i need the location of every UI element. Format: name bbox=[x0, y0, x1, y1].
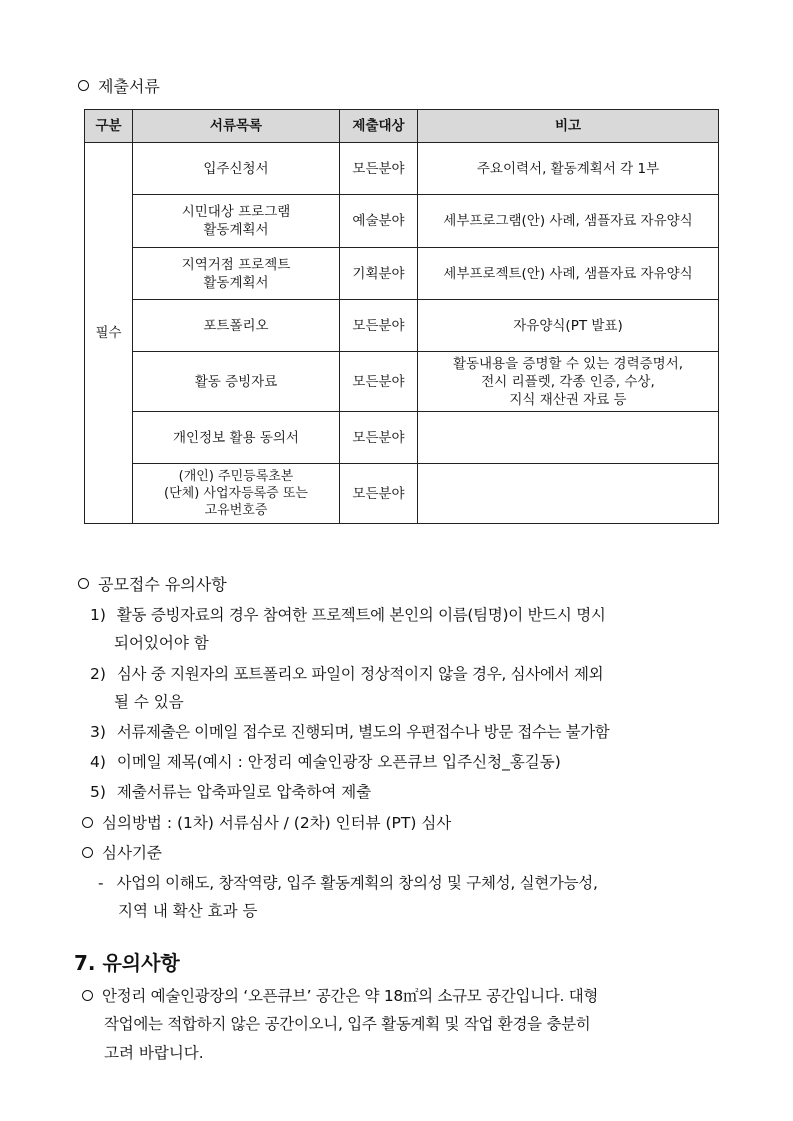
target-cell: 모든분야 bbox=[340, 300, 418, 352]
section-7-title: 7. 유의사항 bbox=[74, 951, 180, 975]
item-number: 5) bbox=[90, 783, 106, 801]
group-label: 필수 bbox=[85, 143, 133, 524]
notice-item-2 bbox=[90, 662, 603, 684]
circle-bullet-icon bbox=[78, 80, 89, 91]
review-method-text: 심의방법 : (1차) 서류심사 / (2차) 인터뷰 (PT) 심사 bbox=[102, 814, 452, 832]
item-text: 제출서류는 압축파일로 압축하여 제출 bbox=[116, 783, 372, 801]
note-cell: 주요이력서, 활동계획서 각 1부 bbox=[418, 143, 719, 195]
target-cell: 모든분야 bbox=[340, 143, 418, 195]
doc-line: 활동계획서 bbox=[203, 274, 269, 291]
section-7-paragraph bbox=[82, 984, 598, 1006]
doc-line: (단체) 사업자등록증 또는 bbox=[164, 486, 308, 501]
note-cell: 세부프로젝트(안) 사례, 샘플자료 자유양식 bbox=[418, 248, 719, 300]
doc-cell bbox=[133, 195, 340, 248]
table-row bbox=[85, 248, 719, 300]
doc-cell: 입주신청서 bbox=[133, 143, 340, 195]
table-row bbox=[85, 352, 719, 412]
review-criteria-line1 bbox=[98, 871, 598, 893]
doc-cell: 개인정보 활용 동의서 bbox=[133, 412, 340, 464]
doc-line: 시민대상 프로그램 bbox=[181, 204, 291, 220]
item-text: 이메일 제목(예시 : 안정리 예술인광장 오픈큐브 입주신청_홍길동) bbox=[116, 753, 561, 771]
notice-item-1 bbox=[90, 603, 606, 625]
note-line: 활동내용을 증명할 수 있는 경력증명서, bbox=[452, 355, 684, 372]
criteria-text: 지역 내 확산 효과 등 bbox=[118, 902, 258, 920]
target-cell: 모든분야 bbox=[340, 352, 418, 412]
item-text: 활동 증빙자료의 경우 참여한 프로젝트에 본인의 이름(팀명)이 반드시 명시 bbox=[116, 606, 606, 624]
review-criteria-line2 bbox=[118, 899, 258, 921]
target-cell: 모든분야 bbox=[340, 412, 418, 464]
notice-item-1-cont bbox=[114, 631, 209, 653]
section-7-line3 bbox=[104, 1041, 204, 1063]
note-line: 지식 재산권 자료 등 bbox=[509, 391, 627, 408]
notice-item-3 bbox=[90, 720, 609, 742]
documents-table bbox=[84, 109, 719, 524]
note-cell: 세부프로그램(안) 사례, 샘플자료 자유양식 bbox=[418, 195, 719, 248]
section-heading-notice bbox=[78, 572, 227, 595]
section-title: 제출서류 bbox=[98, 77, 160, 96]
circle-bullet-icon bbox=[78, 578, 89, 589]
section-heading-documents bbox=[78, 74, 160, 97]
review-criteria-heading bbox=[82, 841, 162, 863]
section-7-line2 bbox=[104, 1012, 590, 1034]
notice-item-5 bbox=[90, 780, 371, 802]
review-criteria-title: 심사기준 bbox=[102, 844, 162, 862]
criteria-text: 사업의 이해도, 창작역량, 입주 활동계획의 창의성 및 구체성, 실현가능성, bbox=[116, 874, 598, 892]
item-text: 되어있어야 함 bbox=[114, 634, 209, 652]
circle-bullet-icon bbox=[82, 847, 93, 858]
review-method bbox=[82, 811, 451, 833]
table-row bbox=[85, 195, 719, 248]
note-cell bbox=[418, 412, 719, 464]
header-category: 구분 bbox=[85, 110, 133, 143]
note-cell: 자유양식(PT 발표) bbox=[418, 300, 719, 352]
item-number: 2) bbox=[90, 665, 106, 683]
table-header-row bbox=[85, 110, 719, 143]
item-number: 3) bbox=[90, 723, 106, 741]
table-row bbox=[85, 143, 719, 195]
item-text: 될 수 있음 bbox=[114, 693, 184, 711]
item-text: 심사 중 지원자의 포트폴리오 파일이 정상적이지 않을 경우, 심사에서 제외 bbox=[116, 665, 604, 683]
table-row bbox=[85, 300, 719, 352]
section-title: 공모접수 유의사항 bbox=[98, 575, 227, 594]
dash-bullet: - bbox=[98, 874, 104, 892]
doc-cell: 포트폴리오 bbox=[133, 300, 340, 352]
circle-bullet-icon bbox=[82, 817, 93, 828]
doc-line: 지역거점 프로젝트 bbox=[181, 256, 291, 273]
doc-line: 활동계획서 bbox=[203, 222, 269, 238]
item-text: 서류제출은 이메일 접수로 진행되며, 별도의 우편접수나 방문 접수는 불가함 bbox=[116, 723, 610, 741]
header-target: 제출대상 bbox=[340, 110, 418, 143]
header-remarks: 비고 bbox=[418, 110, 719, 143]
doc-line: (개인) 주민등록초본 bbox=[178, 469, 294, 484]
doc-line: 고유번호증 bbox=[204, 503, 268, 518]
target-cell: 예술분야 bbox=[340, 195, 418, 248]
paragraph-line: 안정리 예술인광장의 ‘오픈큐브’ 공간은 약 18㎡의 소규모 공간입니다. 대형 bbox=[102, 987, 599, 1005]
notice-item-4 bbox=[90, 750, 561, 772]
paragraph-line: 작업에는 적합하지 않은 공간이오니, 입주 활동계획 및 작업 환경을 충분히 bbox=[104, 1015, 591, 1033]
table-row bbox=[85, 464, 719, 524]
circle-bullet-icon bbox=[82, 990, 93, 1001]
item-number: 1) bbox=[90, 606, 106, 624]
target-cell: 기획분야 bbox=[340, 248, 418, 300]
target-cell: 모든분야 bbox=[340, 464, 418, 524]
header-doc-list: 서류목록 bbox=[133, 110, 340, 143]
paragraph-line: 고려 바랍니다. bbox=[104, 1044, 204, 1062]
doc-cell: 활동 증빙자료 bbox=[133, 352, 340, 412]
table-row bbox=[85, 412, 719, 464]
notice-item-2-cont bbox=[114, 690, 184, 712]
note-line: 전시 리플렛, 각종 인증, 수상, bbox=[481, 373, 655, 390]
note-cell bbox=[418, 352, 719, 412]
doc-cell bbox=[133, 464, 340, 524]
item-number: 4) bbox=[90, 753, 106, 771]
doc-cell bbox=[133, 248, 340, 300]
note-cell bbox=[418, 464, 719, 524]
